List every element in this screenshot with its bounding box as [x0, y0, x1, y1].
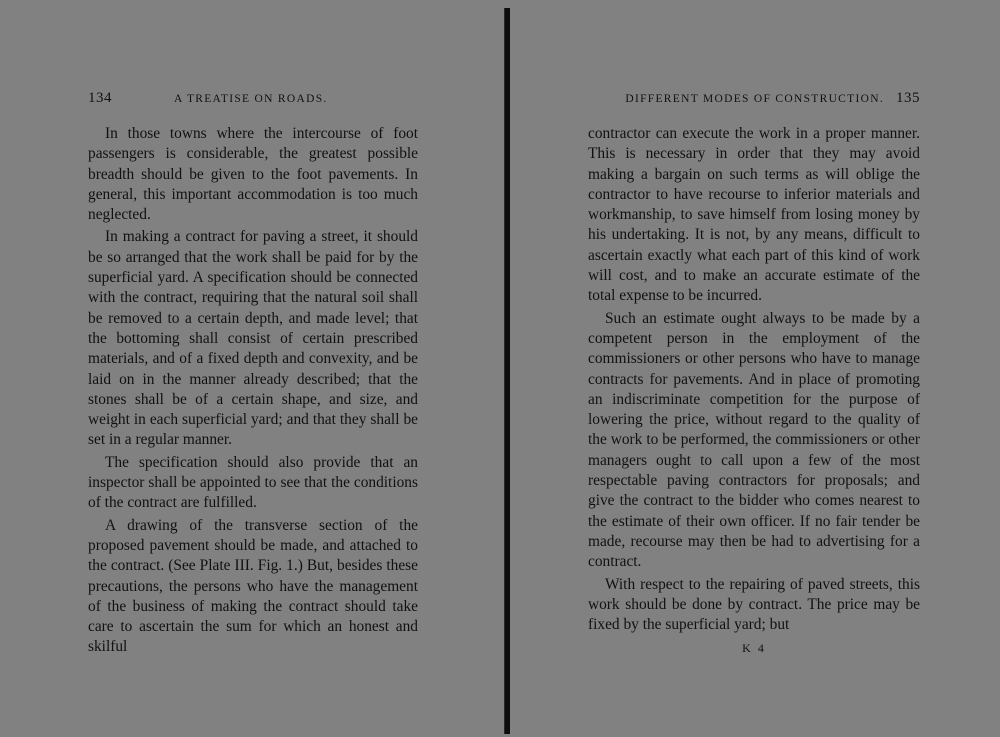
right-page [588, 90, 920, 656]
left-page-number: 134 [88, 90, 112, 106]
paragraph: In making a contract for paving a street, it should be so arranged that the work shall be paid for by the superficial yard. A specification should be connected with the contract, requiring that the natural soil shall be removed to a certain depth, and made level; that the bottoming shall consist of certain prescribed materials, and of a fixed depth and convexity, and be laid on in the manner already described; that the stones shall be of a certain shape, and size, and weight in each superficial yard; and that they shall be set in a regular manner. [88, 228, 418, 449]
right-running-title: DIFFERENT MODES OF CONSTRUCTION. [625, 93, 884, 105]
paragraph: With respect to the repairing of paved streets, this work should be done by contract. The price may be fixed by the superficial yard; but [588, 575, 920, 634]
left-page-header [88, 90, 418, 112]
continued-paragraph: contractor can execute the work in a proper manner. This is necessary in order that they may avoid making a bargain on such terms as will oblige the contractor to have recourse to inferior materials and workmanship, to save himself from losing money by his undertaking. It is not, by any means, difficult to ascertain exactly what each part of this kind of work will cost, and to make an accurate estimate of the total expense to be incurred. [588, 125, 920, 305]
paragraph: The specification should also provide that an inspector shall be appointed to see that the conditions of the contract are fulfilled. [88, 453, 418, 512]
left-page [88, 90, 418, 660]
signature-mark: K 4 [742, 641, 766, 656]
right-page-header [588, 90, 920, 112]
right-page-body [588, 124, 920, 656]
paragraph: A drawing of the transverse section of the proposed pavement should be made, and attached to the contract. (See Plate III. Fig. 1.) But, besides these precautions, the persons who have the management of the business of making the contract should take care to ascertain the sum for which an honest and skilful [88, 516, 418, 656]
left-running-title: A TREATISE ON ROADS. [174, 93, 328, 105]
right-page-number: 135 [896, 90, 920, 106]
paragraph: Such an estimate ought always to be made by a competent person in the employment of the commissioners or other persons who have to manage contracts for pavements. And in place of promoting an indiscriminate competition for the purpose of lowering the price, without regard to the quality of the work to be performed, the commissioners or other managers ought to call upon a few of the most respectable paving contractors for proposals; and give the contract to the bidder who comes nearest to the estimate of their own officer. If no fair tender be made, recourse may then be had to advertising for a contract. [588, 309, 920, 571]
left-page-body [88, 124, 418, 660]
paragraph: In those towns where the intercourse of foot passengers is considerable, the greatest possible breadth should be given to the foot pavements. In general, this important accommodation is too much neglected. [88, 125, 418, 224]
book-spine [504, 8, 510, 734]
